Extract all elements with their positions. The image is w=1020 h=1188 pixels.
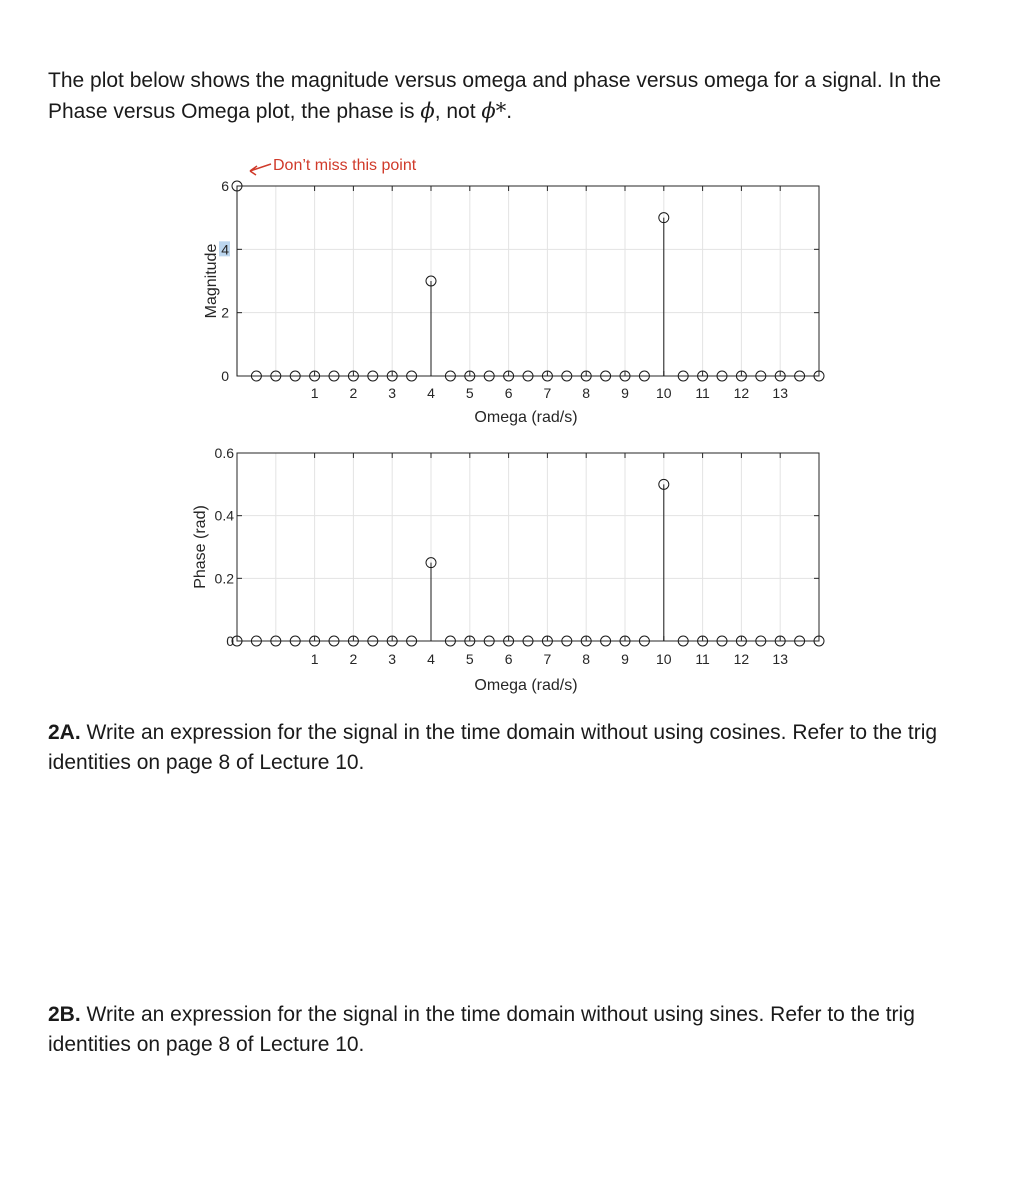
x-tick-label: 8 [582,385,591,401]
y-axis-label: Phase (rad) [192,505,209,589]
x-tick-label: 5 [465,651,474,667]
y-tick-label: 0 [221,368,229,384]
question-2b [48,1000,998,1060]
x-tick-label: 10 [656,385,672,401]
y-tick-label: 0.6 [214,445,234,461]
x-tick-label: 2 [349,385,358,401]
intro-text-b: , not [434,100,482,123]
x-tick-label: 4 [427,385,435,401]
x-tick-label: 11 [695,651,710,667]
intro-text-a: The plot below shows the magnitude versus omega and phase versus omega for a signal. In the Phase versus Omega plot, the phase is [48,69,942,123]
x-tick-label: 8 [582,651,591,667]
intro-text-c: . [506,100,513,123]
y-tick-label: 0 [226,633,234,649]
phi-symbol: ϕ [420,99,435,123]
phi-star-symbol: ϕ* [481,99,507,123]
x-axis-label: Omega (rad/s) [474,677,578,694]
y-tick-label: 2 [221,304,229,321]
x-tick-label: 9 [621,385,629,401]
x-tick-label: 12 [733,385,750,401]
x-tick-label: 13 [772,385,788,401]
x-tick-label: 12 [733,651,750,667]
x-axis-label: Omega (rad/s) [474,409,578,426]
x-tick-label: 6 [504,385,513,401]
x-tick-label: 5 [465,385,474,401]
x-tick-label: 6 [504,651,513,667]
x-tick-label: 2 [349,651,358,667]
axes-box [237,186,819,376]
y-tick-label: 4 [221,241,229,258]
x-tick-label: 7 [543,651,552,667]
question-2a-text: Write an expression for the signal in the time domain without using cosines. Refer to the trig identities on page 8 of Lecture 10. [48,721,938,774]
x-tick-label: 7 [543,385,552,401]
annotation-arrow [250,164,271,175]
x-tick-label: 3 [388,385,397,401]
question-2a-label: 2A. [48,721,81,744]
x-tick-label: 3 [388,651,397,667]
question-2b-text: Write an expression for the signal in the time domain without using sines. Refer to the trig identities on page 8 of Lecture 10. [48,1003,915,1056]
y-tick-label: 0.2 [214,570,234,587]
x-tick-label: 1 [310,385,319,401]
y-tick-label: 6 [221,178,229,194]
x-tick-label: 1 [310,651,319,667]
y-tick-label: 0.4 [214,507,234,524]
x-tick-label: 11 [695,385,710,401]
y-axis-label: Magnitude [203,243,220,319]
question-2a [48,718,998,778]
axes-box [237,453,819,641]
x-tick-label: 4 [427,651,435,667]
annotation-group [250,157,417,175]
x-tick-label: 10 [656,651,672,667]
x-tick-label: 9 [621,651,629,667]
question-2b-label: 2B. [48,1003,81,1026]
x-tick-label: 13 [772,651,788,667]
annotation-text: Don’t miss this point [273,157,417,174]
phase-plot [192,445,824,694]
magnitude-plot [203,178,824,426]
